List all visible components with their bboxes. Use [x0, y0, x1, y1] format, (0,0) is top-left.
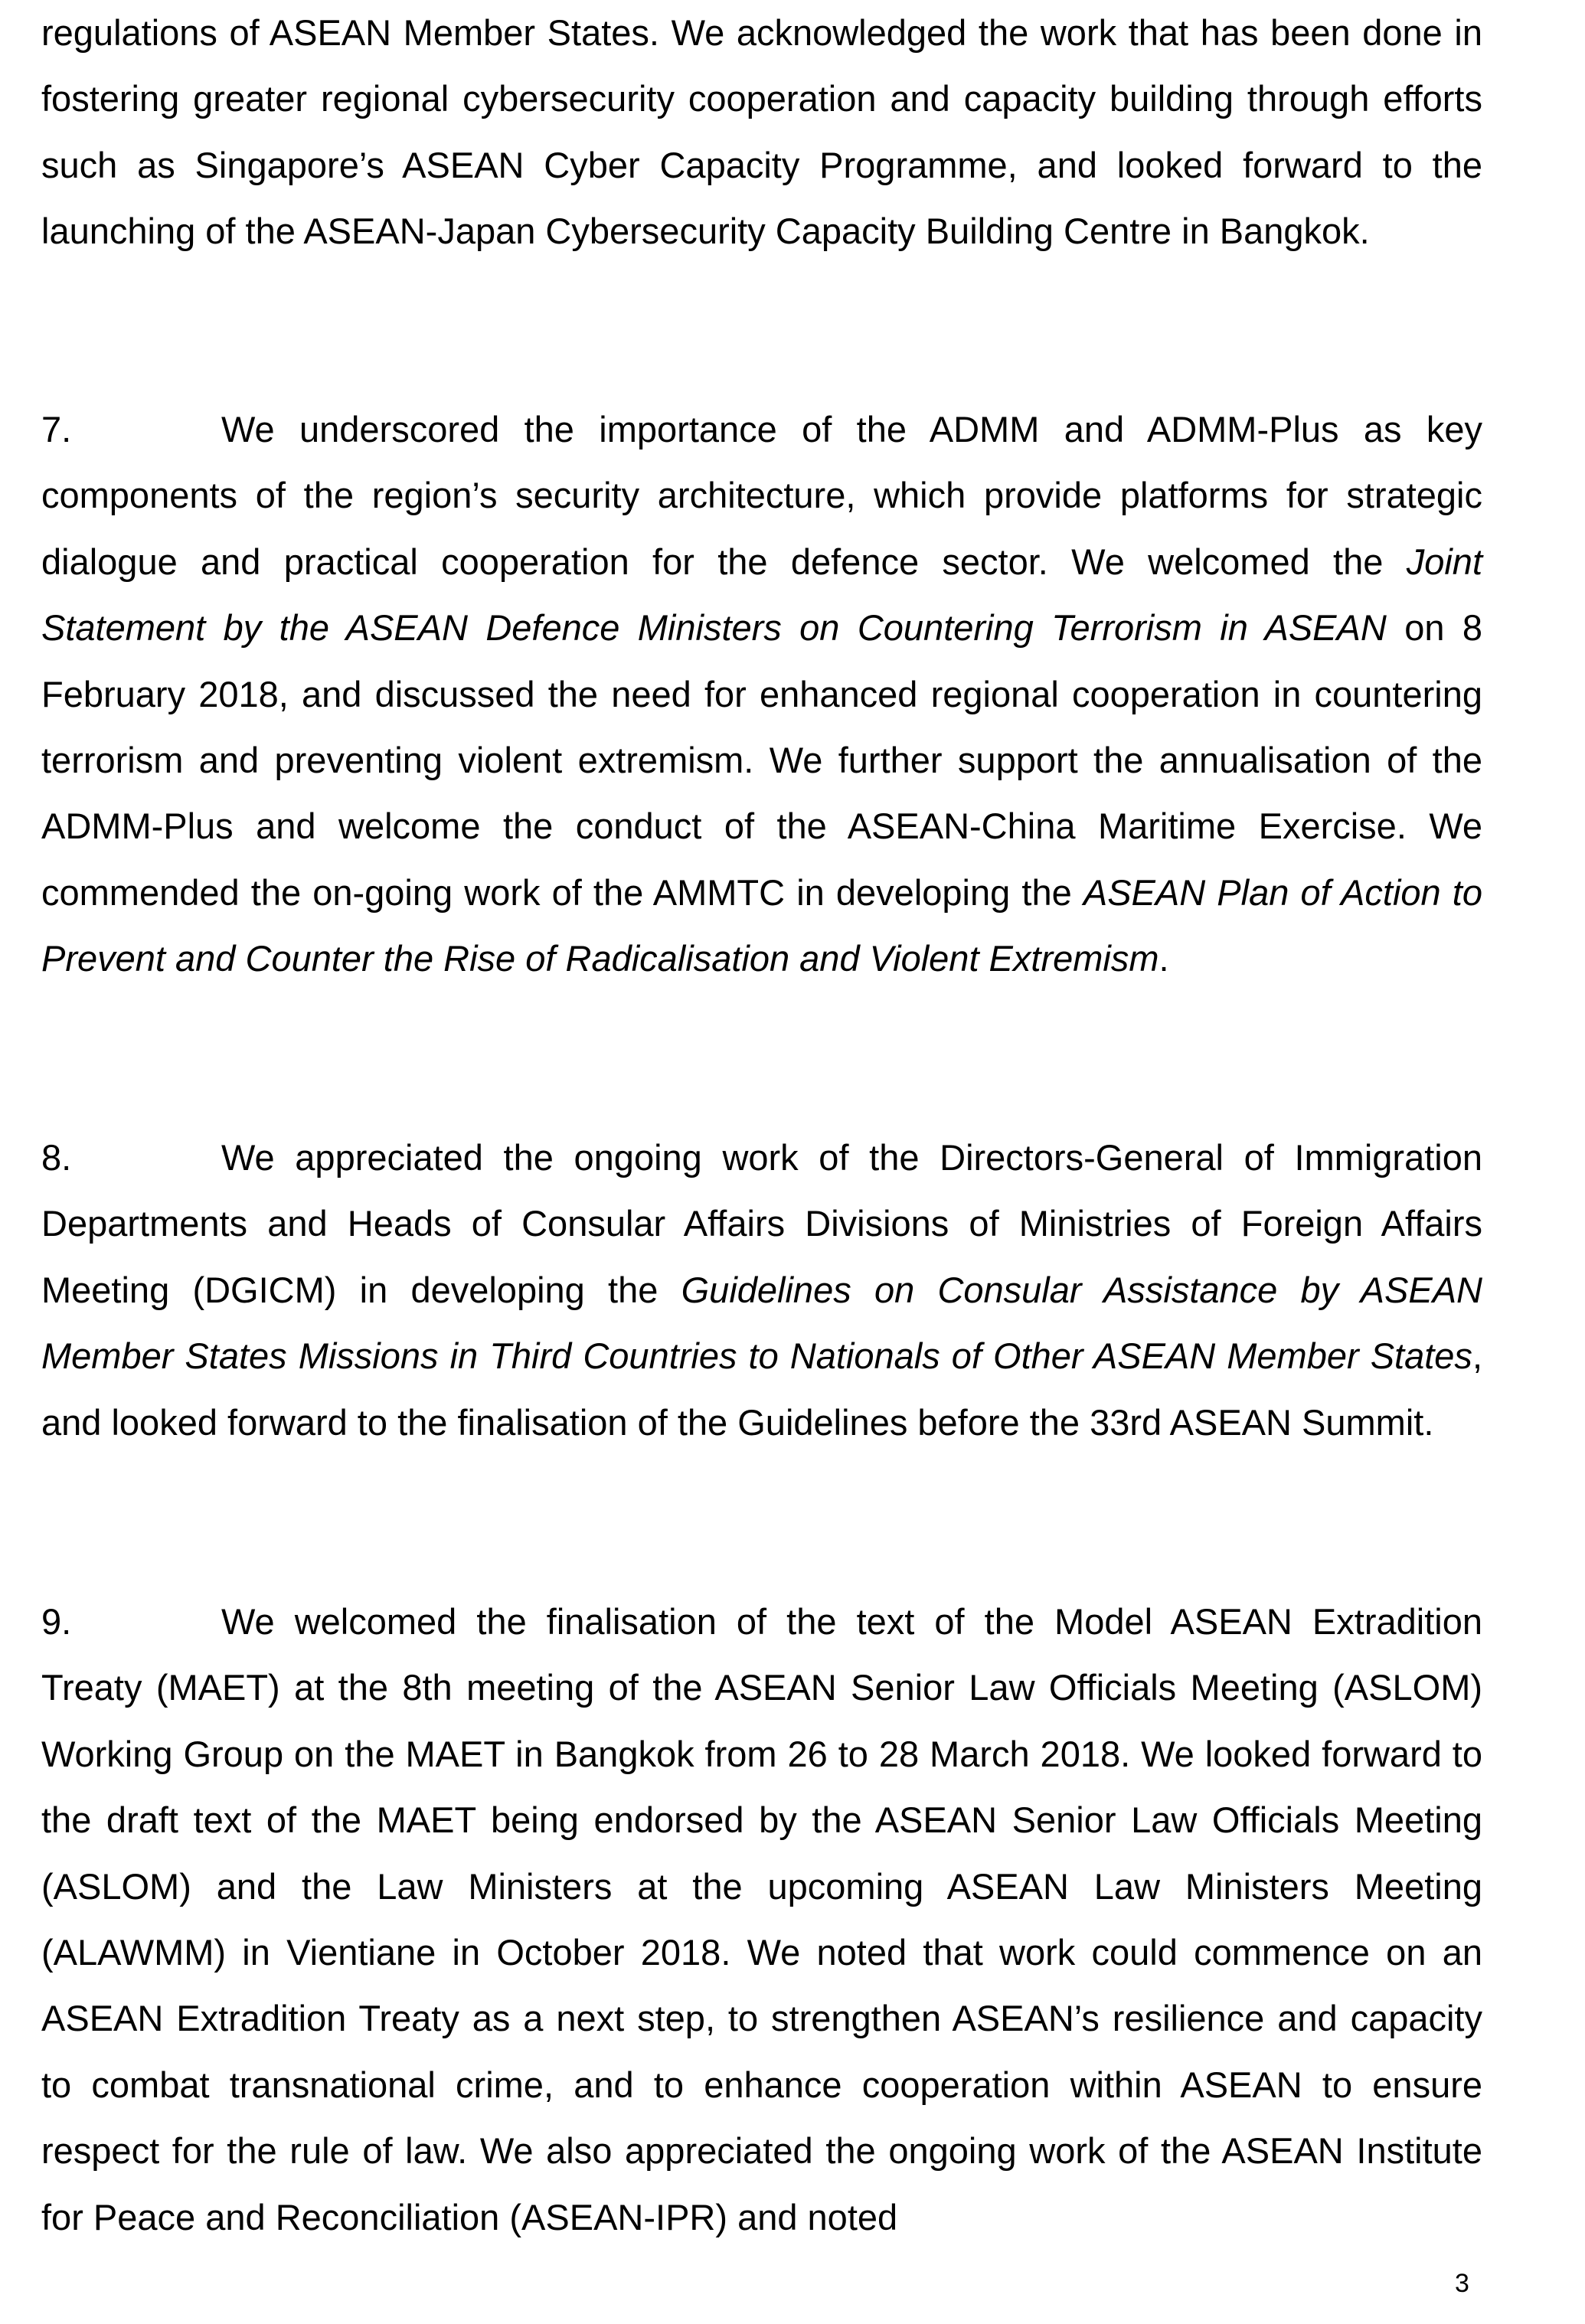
paragraph-text: We appreciated the ongoing work of the Directors-General of Immigration Departments and Heads of Consular Affairs Divisions of Ministries of Foreign Affairs Meeting (DGICM) in developing the — [41, 1137, 1482, 1310]
paragraph-text: We welcomed the finalisation of the text of the Model ASEAN Extradition Treaty (MAET) at the 8th meeting of the ASEAN Senior Law Officials Meeting (ASLOM) Working Group on the MAET in Bangkok from 26 to 28 March 2018. We looked forward to the draft text of the MAET being endorsed by the ASEAN Senior Law Officials Meeting (ASLOM) and the Law Ministers at the upcoming ASEAN Law Ministers Meeting (ALAWMM) in Vientiane in October 2018. We noted that work could commence on an ASEAN Extradition Treaty as a next step, to strengthen ASEAN’s resilience and capacity to combat transnational crime, and to enhance cooperation within ASEAN to ensure respect for the rule of law. We also appreciated the ongoing work of the ASEAN Institute for Peace and Reconciliation (ASEAN-IPR) and noted — [41, 1601, 1482, 2237]
paragraph-9 — [41, 1589, 1482, 2250]
document-title-reference: Joint Statement by the ASEAN Defence Ministers on Countering Terrorism in ASEAN — [41, 541, 1482, 649]
paragraph-number: 7. — [41, 409, 72, 449]
paragraph-text: on 8 February 2018, and discussed the need for enhanced regional cooperation in countering terrorism and preventing violent extremism. We further support the annualisation of the ADMM-Plus and welcome the conduct of the ASEAN-China Maritime Exercise. We commended the on-going work of the AMMTC in developing the — [41, 607, 1482, 913]
page-number: 3 — [1455, 2269, 1469, 2298]
paragraph-number: 9. — [41, 1601, 72, 1642]
paragraph-7 — [41, 397, 1482, 992]
document-page — [41, 0, 1482, 2324]
paragraph-text: regulations of ASEAN Member States. We acknowledged the work that has been done in fostering greater regional cybersecurity cooperation and capacity building through efforts such as Singapore’s ASEAN Cyber Capacity Programme, and looked forward to the launching of the ASEAN-Japan Cybersecurity Capacity Building Centre in Bangkok. — [41, 12, 1482, 252]
paragraph-text: . — [1159, 938, 1169, 979]
paragraph-text: We underscored the importance of the ADMM and ADMM-Plus as key components of the region’s security architecture, which provide platforms for strategic dialogue and practical cooperation for the defence sector. We welcomed the — [41, 409, 1482, 582]
document-title-reference: ASEAN Plan of Action to Prevent and Counter the Rise of Radicalisation and Violent Extremism — [41, 871, 1482, 979]
document-title-reference: Guidelines on Consular Assistance by ASEAN Member States Missions in Third Countries to Nationals of Other ASEAN Member States — [41, 1269, 1483, 1377]
paragraph-text: , and looked forward to the finalisation of the Guidelines before the 33rd ASEAN Summit. — [41, 1335, 1482, 1443]
paragraph-6-continued — [41, 0, 1482, 265]
paragraph-8 — [41, 1125, 1482, 1456]
paragraph-number: 8. — [41, 1137, 72, 1178]
